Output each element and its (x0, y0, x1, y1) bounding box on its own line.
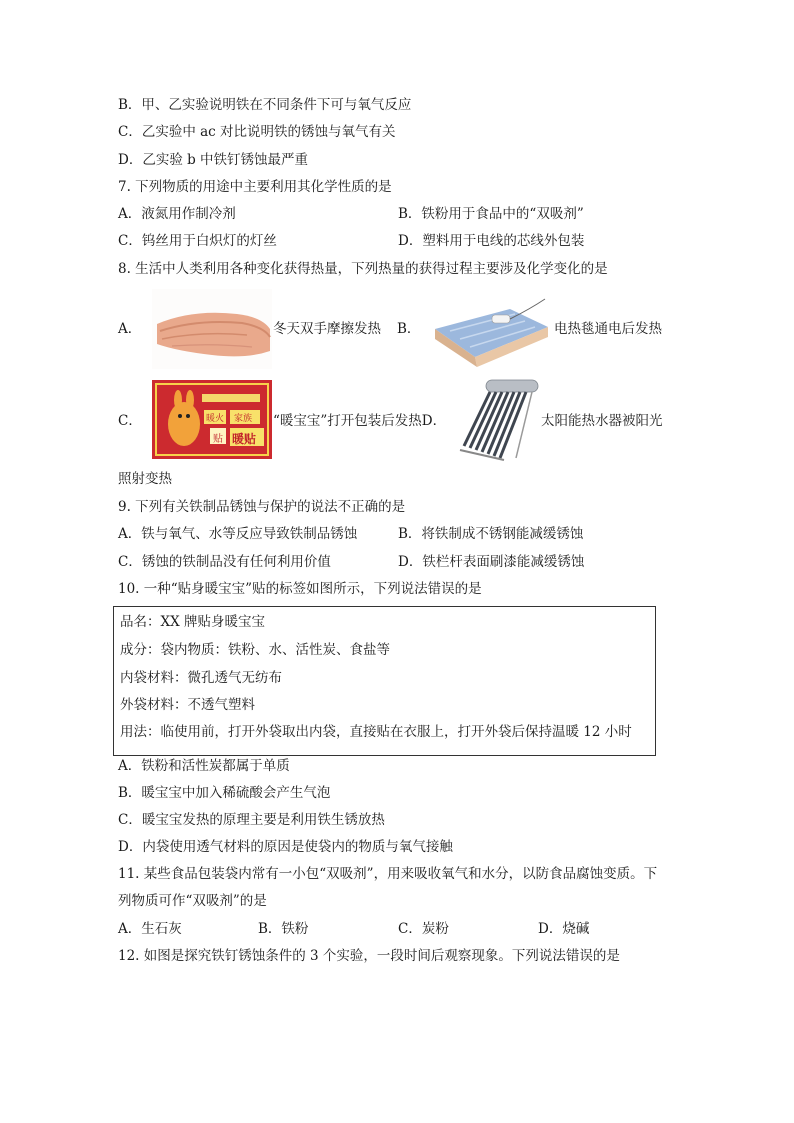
q8-c-text: “暖宝宝”打开包装后发热D． (273, 413, 447, 429)
question-10: 10. 一种“贴身暖宝宝”贴的标签如图所示，下列说法错误的是 (118, 581, 482, 597)
q7-option-c: C．钨丝用于白炽灯的灯丝 (118, 233, 277, 249)
pack-label-3: 暖贴 (232, 432, 257, 446)
option-c-line: C．乙实验中 ac 对比说明铁的锈蚀与氧气有关 (118, 124, 396, 140)
question-12: 12. 如图是探究铁钉锈蚀条件的 3 个实验，一段时间后观察现象。下列说法错误的是 (118, 948, 620, 964)
label-ingredients: 成分：袋内物质：铁粉、水、活性炭、食盐等 (120, 642, 390, 658)
pack-label-4: 贴 (213, 434, 223, 445)
hand-warmer-pack-image (152, 380, 272, 459)
q10-option-a: A．铁粉和活性炭都属于单质 (118, 758, 290, 774)
question-11: 11. 某些食品包装袋内常有一小包“双吸剂”，用来吸收氧气和水分，以防食品腐蚀变质。下 (118, 866, 658, 882)
option-b-line: B．甲、乙实验说明铁在不同条件下可与氧气反应 (118, 97, 412, 113)
question-7: 7. 下列物质的用途中主要利用其化学性质的是 (118, 179, 392, 195)
q8-c-label: C． (118, 413, 142, 429)
q9-option-a: A．铁与氧气、水等反应导致铁制品锈蚀 (118, 526, 358, 542)
pack-label-1: 暖火 (206, 414, 225, 424)
q10-option-b: B．暖宝宝中加入稀硫酸会产生气泡 (118, 785, 331, 801)
q9-option-c: C．锈蚀的铁制品没有任何利用价值 (118, 554, 331, 570)
label-usage: 用法：临使用前，打开外袋取出内袋，直接贴在衣服上，打开外袋后保持温暖 12 小时 (120, 724, 632, 740)
q11-option-b: B．铁粉 (258, 921, 309, 937)
question-9: 9. 下列有关铁制品锈蚀与保护的说法不正确的是 (118, 499, 406, 515)
hands-image (152, 289, 272, 369)
electric-blanket-image (430, 289, 550, 369)
q10-option-c: C．暖宝宝发热的原理主要是利用铁生锈放热 (118, 812, 385, 828)
q9-option-d: D．铁栏杆表面刷漆能减缓锈蚀 (398, 554, 585, 570)
q11-option-a: A．生石灰 (118, 921, 182, 937)
pack-label-2: 家族 (234, 414, 253, 424)
q9-option-b: B．将铁制成不锈钢能减缓锈蚀 (398, 526, 584, 542)
option-d-line: D．乙实验 b 中铁钉锈蚀最严重 (118, 152, 309, 168)
label-inner-bag: 内袋材料：微孔透气无纺布 (120, 670, 282, 686)
q8-a-text: 冬天双手摩擦发热 (273, 321, 381, 337)
label-product-name: 品名：XX 牌贴身暖宝宝 (120, 614, 266, 630)
q8-d-text: 太阳能热水器被阳光 (541, 413, 663, 429)
question-11-continued: 列物质可作“双吸剂”的是 (118, 893, 267, 909)
q8-d-continuation: 照射变热 (118, 471, 172, 487)
q7-option-b: B．铁粉用于食品中的“双吸剂” (398, 206, 584, 222)
q10-option-d: D．内袋使用透气材料的原因是使袋内的物质与氧气接触 (118, 839, 453, 855)
solar-water-heater-image (456, 374, 540, 462)
q8-b-label: B． (397, 321, 421, 337)
q11-option-c: C．炭粉 (398, 921, 449, 937)
label-outer-bag: 外袋材料：不透气塑料 (120, 697, 255, 713)
q7-option-a: A．液氮用作制冷剂 (118, 206, 236, 222)
product-label-box (113, 606, 656, 756)
q8-b-text: 电热毯通电后发热 (554, 321, 662, 337)
q8-a-label: A． (118, 321, 142, 337)
q11-option-d: D．烧碱 (538, 921, 590, 937)
q7-option-d: D．塑料用于电线的芯线外包装 (398, 233, 585, 249)
question-8: 8. 生活中人类利用各种变化获得热量，下列热量的获得过程主要涉及化学变化的是 (118, 261, 608, 277)
